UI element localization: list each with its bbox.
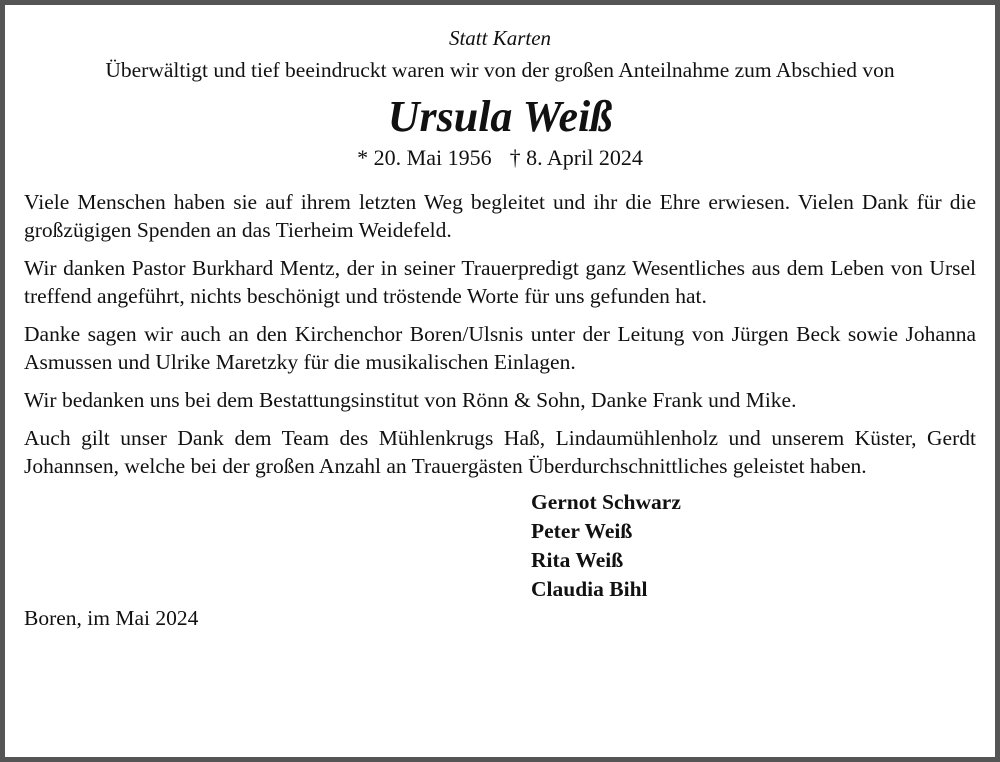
statt-karten-heading: Statt Karten [448, 26, 552, 50]
signer-name: Rita Weiß [531, 548, 624, 572]
paragraph-thanks-choir: Danke sagen wir auch an den Kirchenchor Boren/Ulsnis unter der Leitung von Jürgen Beck sowie Johanna Asmussen und Ulrike Maretzky für die musikalischen Einlagen. [24, 322, 976, 374]
paragraph-thanks-guests: Viele Menschen haben sie auf ihrem letzten Weg begleitet und ihr die Ehre erwiesen. Vielen Dank für die großzügigen Spenden an das Tierheim Weidefeld. [24, 190, 976, 242]
death-date: † 8. April 2024 [509, 145, 643, 170]
birth-date: * 20. Mai 1956 [357, 145, 492, 170]
deceased-name: Ursula Weiß [387, 92, 613, 141]
signers-list [531, 488, 976, 604]
signer-name: Gernot Schwarz [531, 490, 681, 514]
paragraph-thanks-pastor: Wir danken Pastor Burkhard Mentz, der in seiner Trauerpredigt ganz Wesentliches aus dem Leben von Ursel treffend angeführt, nichts beschönigt und tröstende Worte für uns gefunden hat. [24, 256, 976, 308]
place-and-date: Boren, im Mai 2024 [24, 606, 199, 630]
life-dates [24, 144, 976, 172]
signer-name: Claudia Bihl [531, 577, 648, 601]
signer-name: Peter Weiß [531, 519, 633, 543]
obituary-notice [24, 24, 976, 632]
paragraph-thanks-funeral-home: Wir bedanken uns bei dem Bestattungsinstitut von Rönn & Sohn, Danke Frank und Mike. [24, 388, 797, 412]
paragraph-thanks-team: Auch gilt unser Dank dem Team des Mühlenkrugs Haß, Lindaumühlenholz und unserem Küster, Gerdt Johannsen, welche bei der großen Anzahl an Trauergästen Überdurchschnittliches geleistet haben. [24, 426, 976, 478]
intro-line: Überwältigt und tief beeindruckt waren wir von der großen Anteilnahme zum Abschied von [105, 58, 895, 82]
